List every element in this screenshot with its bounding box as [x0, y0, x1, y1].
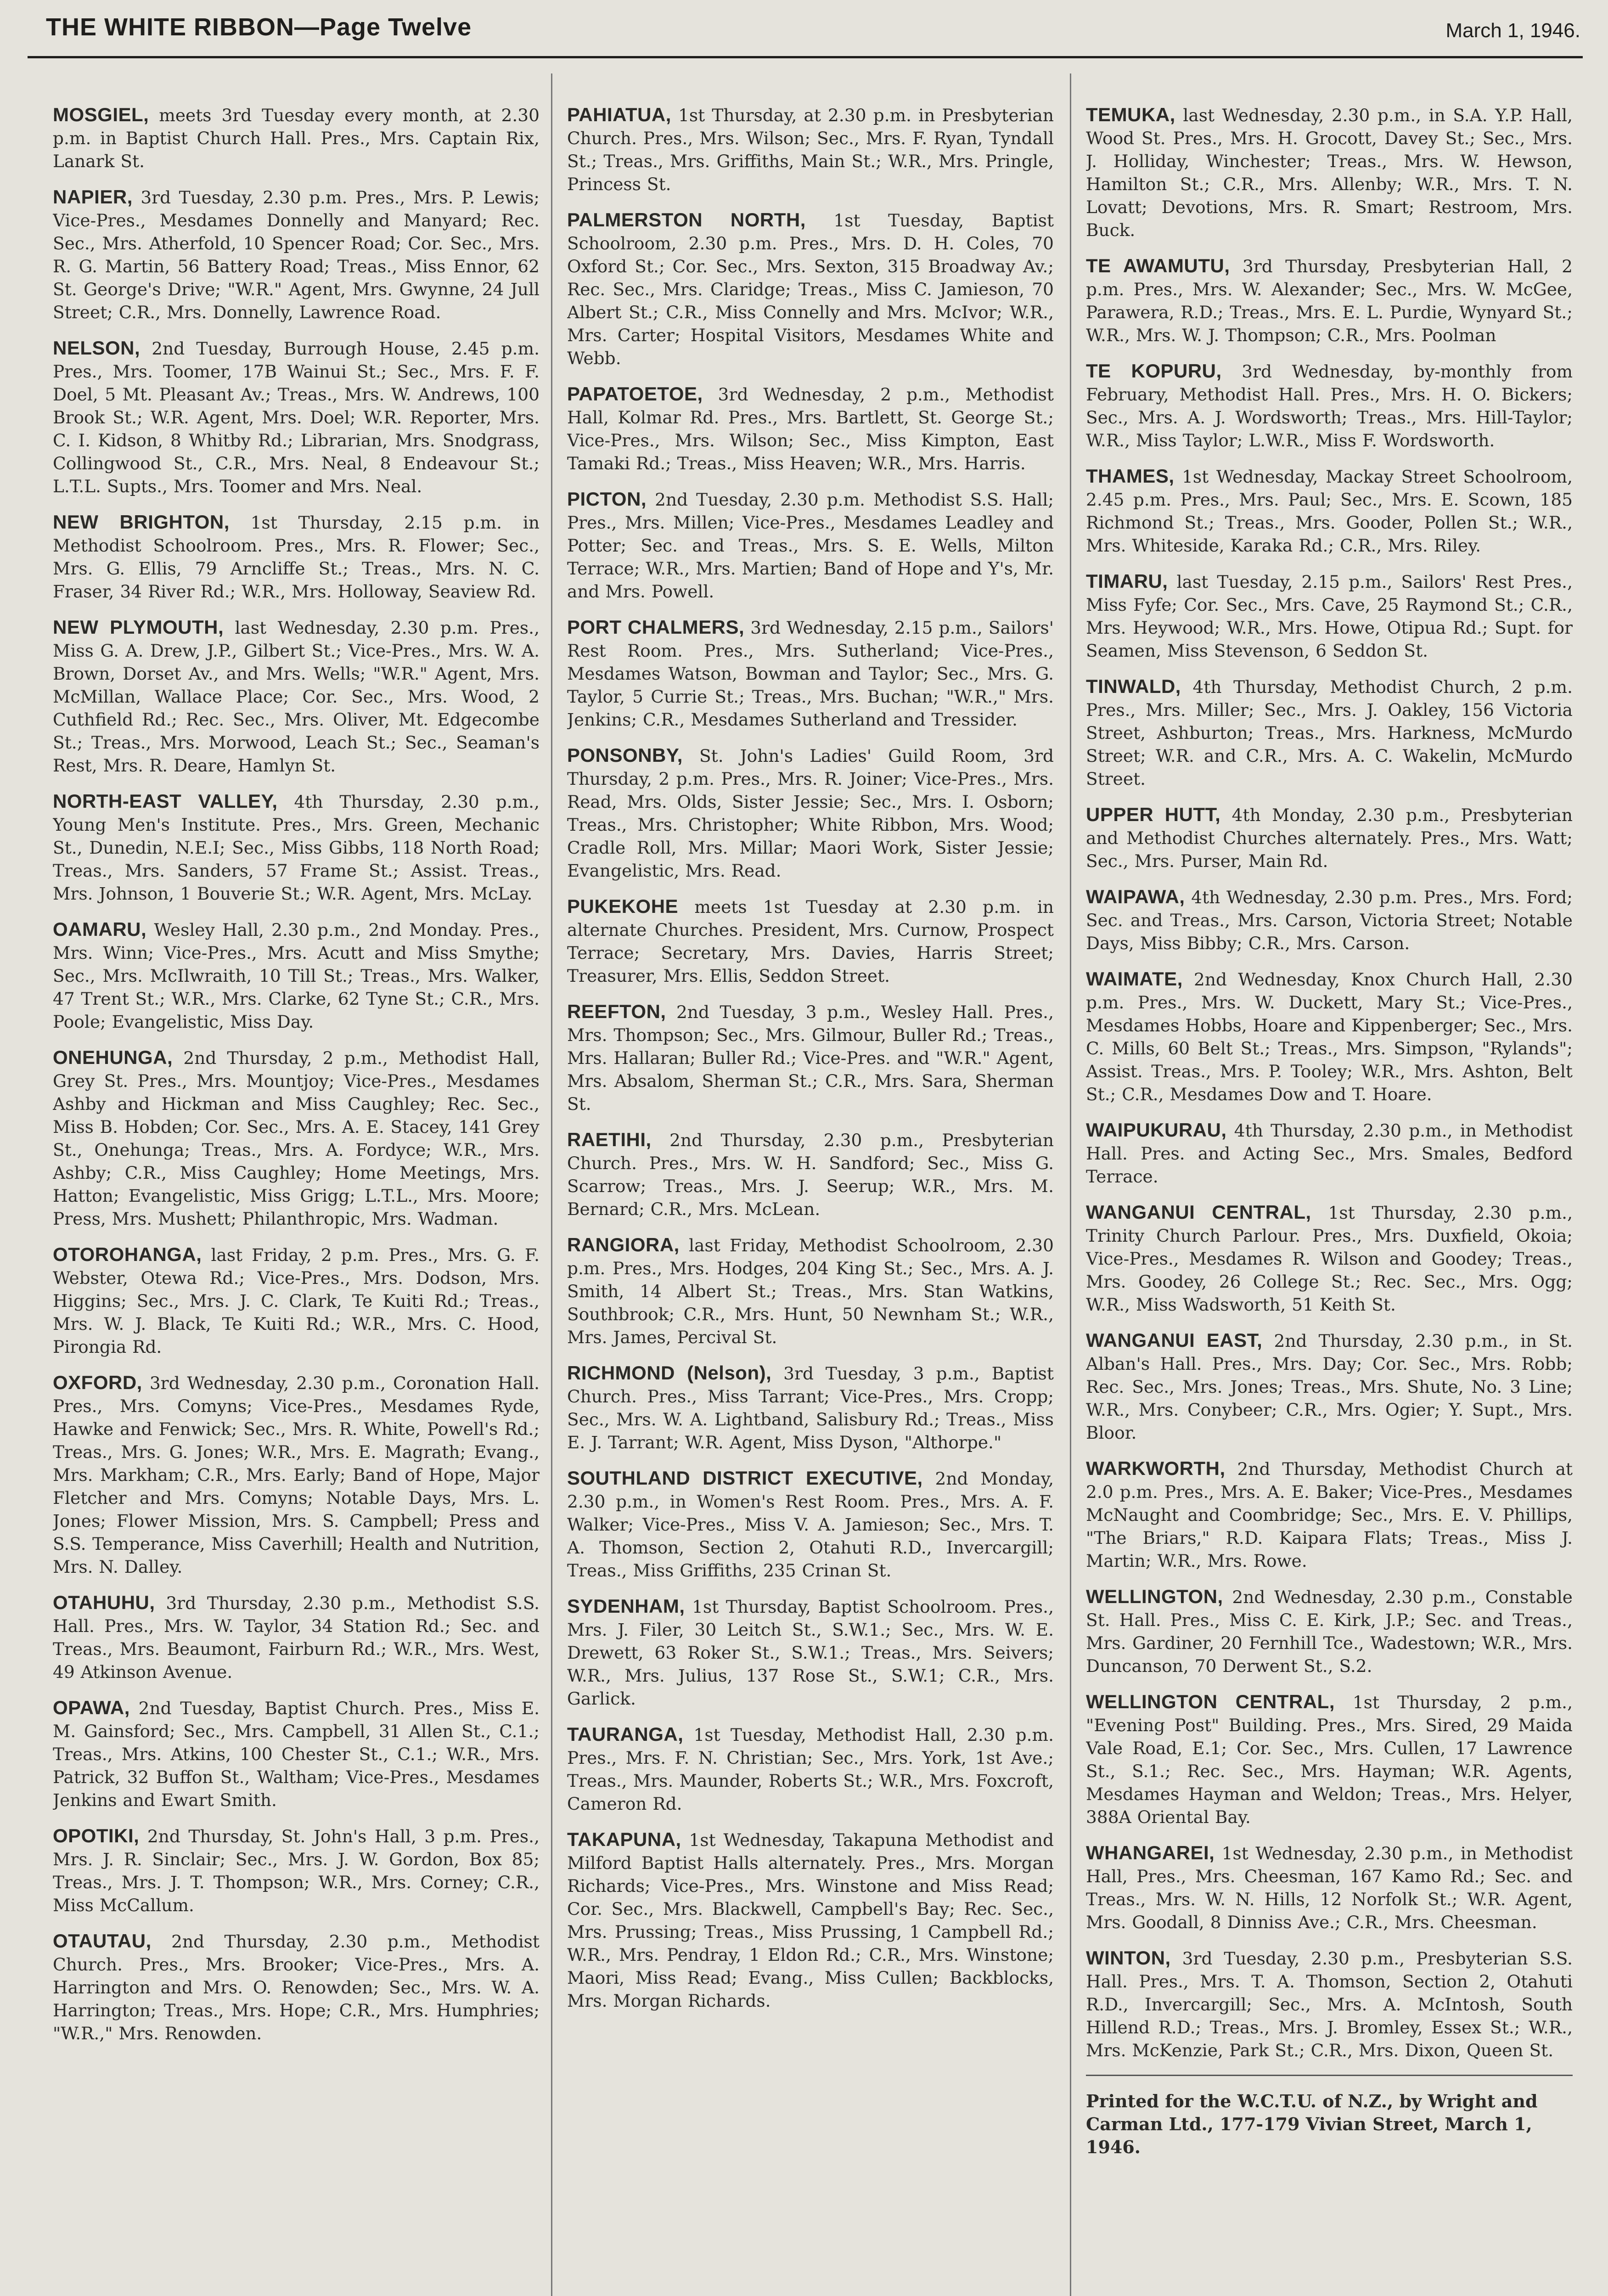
branch-details: 2nd Wednesday, 2.30 p.m., Constable St. Hall. Pres., Miss C. E. Kirk, J.P.; Sec. and Treas., Mrs. Gardiner, 20 Fernhill Tce., Wadestown; W.R., Mrs. Duncanson, 70 Derwent St., S.2. — [1086, 1587, 1573, 1676]
branch-details: St. John's Ladies' Guild Room, 3rd Thursday, 2 p.m. Pres., Mrs. R. Joiner; Vice-Pres., Mrs. Read, Mrs. Olds, Sister Jessie; Sec., Mrs. I. Osborn; Treas., Mrs. Christopher; White Ribbon, Mrs. Wood; Cradle Roll, Mrs. Millar; Maori Work, Sister Jessie; Evangelistic, Mrs. Read. — [567, 746, 1054, 881]
branch-name: SOUTHLAND DISTRICT EXECUTIVE, — [567, 1467, 923, 1489]
branch-name: PICTON, — [567, 488, 647, 510]
branch-entry — [1086, 570, 1573, 662]
branch-entry — [567, 1595, 1054, 1710]
branch-name: WHANGAREI, — [1086, 1842, 1215, 1863]
footer-divider — [1086, 2075, 1573, 2076]
branch-entry — [567, 1128, 1054, 1221]
branch-details: 2nd Thursday, Methodist Church at 2.0 p.m. Pres., Mrs. A. E. Baker; Vice-Pres., Mesdames McNaught and Coombridge; Sec., Mrs. E. V. Phillips, "The Briars," R.D. Kaipara Flats; Treas., Miss J. Martin; W.R., Mrs. Rowe. — [1086, 1459, 1573, 1571]
branch-entry — [567, 383, 1054, 475]
branch-name: NEW BRIGHTON, — [53, 511, 230, 533]
branch-name: OPOTIKI, — [53, 1825, 140, 1846]
branch-details: last Friday, Methodist Schoolroom, 2.30 p.m. Pres., Mrs. Hodges, 204 King St.; Sec., Mrs. A. J. Smith, 14 Albert St.; Treas., Mrs. Stan Watkins, Southbrook; C.R., Mrs. Hunt, 50 Newnham St.; W.R., Mrs. James, Percival St. — [567, 1235, 1054, 1347]
branch-entry — [567, 616, 1054, 731]
branch-name: WAIPUKURAU, — [1086, 1119, 1227, 1141]
branch-entry — [1086, 1329, 1573, 1444]
branch-entry — [567, 1000, 1054, 1115]
branch-entry — [567, 1828, 1054, 2012]
page-title: THE WHITE RIBBON—Page Twelve — [46, 13, 472, 41]
branch-details: 1st Thursday, 2.15 p.m. in Methodist Schoolroom. Pres., Mrs. R. Flower; Sec., Mrs. G. Ellis, 79 Arncliffe St.; Treas., Mrs. N. C. Fraser, 34 River Rd.; W.R., Mrs. Holloway, Seaview Rd. — [53, 512, 540, 602]
branch-details: 2nd Wednesday, Knox Church Hall, 2.30 p.m. Pres., Mrs. W. Duckett, Mary St.; Vice-Pres., Mesdames Hobbs, Hoare and Kippenberger; Sec., Mrs. C. Mills, 60 Belt St.; Treas., Mrs. Simpson, "Rylands"; Assist. Treas., Mrs. P. Tooley; W.R., Mrs. Ashton, Belt St.; C.R., Mesdames Dow and T. Hoare. — [1086, 969, 1573, 1104]
branch-details: 3rd Wednesday, by-monthly from February, Methodist Hall. Pres., Mrs. H. O. Bickers; Sec., Mrs. A. J. Wordsworth; Treas., Mrs. Hill-Taylor; W.R., Miss Taylor; L.W.R., Miss F. Wordsworth. — [1086, 361, 1573, 450]
branch-entry — [567, 1362, 1054, 1454]
branch-name: RICHMOND (Nelson), — [567, 1362, 772, 1384]
branch-name: WAIMATE, — [1086, 968, 1183, 990]
branch-details: 3rd Tuesday, 2.30 p.m. Pres., Mrs. P. Lewis; Vice-Pres., Mesdames Donnelly and Manyard; Rec. Sec., Mrs. Atherfold, 10 Spencer Road; Cor. Sec., Mrs. R. G. Martin, 56 Battery Road; Treas., Miss Ennor, 62 St. George's Drive; "W.R." Agent, Mrs. Gwynne, 24 Jull Street; C.R., Mrs. Donnelly, Lawrence Road. — [53, 187, 540, 322]
branch-entry — [1086, 1947, 1573, 2062]
branch-details: 1st Wednesday, 2.30 p.m., in Methodist Hall, Pres., Mrs. Cheesman, 167 Kamo Rd.; Sec. and Treas., Mrs. W. N. Hills, 12 Norfolk St.; W.R. Agent, Mrs. Goodall, 8 Dinniss Ave.; C.R., Mrs. Cheesman. — [1086, 1843, 1573, 1932]
branch-details: 3rd Thursday, Presbyterian Hall, 2 p.m. Pres., Mrs. W. Alexander; Sec., Mrs. W. McGee, Parawera, R.D.; Treas., Mrs. E. L. Purdie, Wynyard St.; W.R., Mrs. W. J. Thompson; C.R., Mrs. Poolman — [1086, 256, 1573, 345]
branch-entry — [53, 1591, 540, 1683]
branch-entry — [1086, 675, 1573, 790]
branch-entry — [567, 744, 1054, 882]
branch-name: WELLINGTON CENTRAL, — [1086, 1691, 1335, 1712]
branch-name: THAMES, — [1086, 465, 1175, 487]
branch-name: MOSGIEL, — [53, 104, 149, 125]
branch-details: 3rd Thursday, 2.30 p.m., Methodist S.S. Hall. Pres., Mrs. W. Taylor, 34 Station Rd.; Sec. and Treas., Mrs. Beaumont, Fairburn Rd.; W.R., Mrs. West, 49 Atkinson Avenue. — [53, 1593, 540, 1682]
branch-details: 2nd Thursday, 2.30 p.m., Methodist Church. Pres., Mrs. Brooker; Vice-Pres., Mrs. A. Harrington and Mrs. O. Renowden; Sec., Mrs. W. A. Harrington; Treas., Mrs. Hope; C.R., Mrs. Humphries; "W.R.," Mrs. Renowden. — [53, 1931, 540, 2043]
issue-date: March 1, 1946. — [1445, 19, 1580, 42]
branch-details: last Wednesday, 2.30 p.m. Pres., Miss G. A. Drew, J.P., Gilbert St.; Vice-Pres., Mrs. W. A. Brown, Dorset Av., and Mrs. Wells; "W.R." Agent, Mrs. McMillan, Wallace Place; Cor. Sec., Mrs. Wood, 2 Cuthfield Rd.; Rec. Sec., Mrs. Oliver, Mt. Edgecombe St.; Treas., Mrs. Morwood, Leach St.; Sec., Seaman's Rest, Mrs. R. Deare, Hamlyn St. — [53, 618, 540, 776]
branch-details: 2nd Tuesday, Baptist Church. Pres., Miss E. M. Gainsford; Sec., Mrs. Campbell, 31 Allen St., C.1.; Treas., Mrs. Atkins, 100 Chester St., C.1.; W.R., Mrs. Patrick, 32 Buffon St., Waltham; Vice-Pres., Mesdames Jenkins and Ewart Smith. — [53, 1698, 540, 1810]
branch-entry — [1086, 1201, 1573, 1316]
branch-name: NAPIER, — [53, 186, 133, 208]
branch-entry — [1086, 1841, 1573, 1934]
branch-name: OXFORD, — [53, 1372, 142, 1393]
branch-name: NEW PLYMOUTH, — [53, 616, 224, 638]
branch-entry — [567, 1467, 1054, 1582]
branch-entry — [53, 1243, 540, 1358]
branch-entry — [1086, 968, 1573, 1106]
branch-details: 1st Wednesday, Mackay Street Schoolroom, 2.45 p.m. Pres., Mrs. Paul; Sec., Mrs. E. Scown, 185 Richmond St.; Treas., Mrs. Gooder, Pollen St.; W.R., Mrs. Whiteside, Karaka Rd.; C.R., Mrs. Riley. — [1086, 467, 1573, 556]
branch-details: 4th Wednesday, 2.30 p.m. Pres., Mrs. Ford; Sec. and Treas., Mrs. Carson, Victoria Street; Notable Days, Miss Bibby; C.R., Mrs. Carson. — [1086, 887, 1573, 953]
branch-details: 1st Wednesday, Takapuna Methodist and Milford Baptist Halls alternately. Pres., Mrs. Morgan Richards; Vice-Pres., Mrs. Winstone and Miss Read; Cor. Sec., Mrs. Blackwell, Campbell's Bay; Rec. Sec., Mrs. Prussing; Treas., Miss Prussing, 1 Campbell Rd.; W.R., Mrs. Pendray, 1 Eldon Rd.; C.R., Mrs. Winstone; Maori, Miss Read; Evang., Miss Cullen; Backblocks, Mrs. Morgan Richards. — [567, 1830, 1054, 2011]
branch-details: 3rd Tuesday, 2.30 p.m., Presbyterian S.S. Hall. Pres., Mrs. T. A. Thomson, Section 2, Otahuti R.D., Invercargill; Sec., Mrs. A. McIntosh, South Hillend R.D.; Treas., Mrs. J. Bromley, Essex St.; W.R., Mrs. McKenzie, Park St.; C.R., Mrs. Dixon, Queen St. — [1086, 1948, 1573, 2060]
branch-entry — [53, 1930, 540, 2045]
column-divider — [1070, 73, 1071, 2296]
branch-entry — [567, 1233, 1054, 1349]
branch-name: PONSONBY, — [567, 744, 683, 766]
branch-details: meets 1st Tuesday at 2.30 p.m. in alternate Churches. President, Mrs. Curnow, Prospect Terrace; Secretary, Mrs. Davies, Harris Street; Treasurer, Mrs. Ellis, Seddon Street. — [567, 897, 1054, 986]
branch-entry — [567, 208, 1054, 370]
branch-name: RAETIHI, — [567, 1129, 652, 1150]
branch-entry — [567, 1723, 1054, 1815]
branch-details: last Tuesday, 2.15 p.m., Sailors' Rest Pres., Miss Fyfe; Cor. Sec., Mrs. Cave, 25 Raymond St.; C.R., Mrs. Heywood; W.R., Mrs. Howe, Otipua Rd.; Supt. for Seamen, Miss Stevenson, 6 Seddon St. — [1086, 572, 1573, 661]
branch-name: OTOROHANGA, — [53, 1244, 202, 1265]
branch-details: 1st Tuesday, Baptist Schoolroom, 2.30 p.m. Pres., Mrs. D. H. Coles, 70 Oxford St.; Cor. Sec., Mrs. Sexton, 315 Broadway Av.; Rec. Sec., Mrs. Claridge; Treas., Miss C. Jamieson, 70 Albert St.; C.R., Miss Connelly and Mrs. McIvor; W.R., Mrs. Carter; Hospital Visitors, Mesdames White and Webb. — [567, 210, 1054, 368]
branch-name: TAURANGA, — [567, 1723, 684, 1745]
branch-entry — [53, 918, 540, 1033]
branch-entry — [53, 337, 540, 498]
branch-details: 4th Thursday, 2.30 p.m., Young Men's Institute. Pres., Mrs. Green, Mechanic St., Dunedin, N.E.I; Sec., Miss Gibbs, 118 North Road; Treas., Mrs. Sanders, 57 Frame St.; Assist. Treas., Mrs. Johnson, 1 Bouverie St.; W.R. Agent, Mrs. McLay. — [53, 792, 540, 904]
branch-name: PAPATOETOE, — [567, 383, 703, 405]
branch-details: 4th Monday, 2.30 p.m., Presbyterian and Methodist Churches alternately. Pres., Mrs. Watt; Sec., Mrs. Purser, Main Rd. — [1086, 805, 1573, 871]
branch-entry — [1086, 360, 1573, 452]
branch-details: 2nd Thursday, 2.30 p.m., Presbyterian Church. Pres., Mrs. W. H. Sandford; Sec., Miss G. Scarrow; Treas., Mrs. J. Seerup; W.R., Mrs. M. Bernard; C.R., Mrs. McLean. — [567, 1130, 1054, 1219]
branch-details: 1st Thursday, at 2.30 p.m. in Presbyterian Church. Pres., Mrs. Wilson; Sec., Mrs. F. Ryan, Tyndall St.; Treas., Mrs. Griffiths, Main St.; W.R., Mrs. Pringle, Princess St. — [567, 105, 1054, 194]
branch-name: OTAHUHU, — [53, 1592, 155, 1613]
branch-entry — [1086, 1457, 1573, 1572]
branch-entry — [53, 1046, 540, 1230]
branch-name: TINWALD, — [1086, 675, 1181, 697]
branch-name: NORTH-EAST VALLEY, — [53, 790, 278, 812]
branch-name: TAKAPUNA, — [567, 1829, 681, 1850]
branch-details: 3rd Wednesday, 2 p.m., Methodist Hall, Kolmar Rd. Pres., Mrs. Bartlett, St. George St.; Vice-Pres., Mrs. Wilson; Sec., Miss Kimpton, East Tamaki Rd.; Treas., Miss Heaven; W.R., Mrs. Harris. — [567, 384, 1054, 473]
branch-name: WINTON, — [1086, 1947, 1171, 1969]
branch-details: last Wednesday, 2.30 p.m., in S.A. Y.P. Hall, Wood St. Pres., Mrs. H. Grocott, Davey St.; Sec., Mrs. J. Holliday, Winchester; Treas., Mrs. W. Hewson, Hamilton St.; C.R., Mrs. Allenby; W.R., Mrs. T. N. Lovatt; Devotions, Mrs. R. Smart; Restroom, Mrs. Buck. — [1086, 105, 1573, 240]
branch-name: WARKWORTH, — [1086, 1458, 1226, 1479]
branch-name: ONEHUNGA, — [53, 1047, 173, 1068]
branch-details: 1st Thursday, 2 p.m., "Evening Post" Building. Pres., Mrs. Sired, 29 Maida Vale Road, E.1; Cor. Sec., Mrs. Cullen, 17 Lawrence St., S.1.; Rec. Sec., Mrs. Hayman; W.R. Agents, Mesdames Hayman and Weldon; Treas., Mrs. Helyer, 388A Oriental Bay. — [1086, 1692, 1573, 1827]
branch-name: NELSON, — [53, 337, 141, 359]
branch-name: WANGANUI CENTRAL, — [1086, 1201, 1311, 1223]
branch-details: 1st Tuesday, Methodist Hall, 2.30 p.m. Pres., Mrs. F. N. Christian; Sec., Mrs. York, 1st Ave.; Treas., Mrs. Maunder, Roberts St.; W.R., Mrs. Foxcroft, Cameron Rd. — [567, 1725, 1054, 1814]
branch-entry — [53, 1824, 540, 1917]
branch-details: Wesley Hall, 2.30 p.m., 2nd Monday. Pres., Mrs. Winn; Vice-Pres., Mrs. Acutt and Miss Smythe; Sec., Mrs. McIlwraith, 10 Till St.; Treas., Mrs. Walker, 47 Trent St.; W.R., Mrs. Clarke, 62 Tyne St.; C.R., Mrs. Poole; Evangelistic, Miss Day. — [53, 920, 540, 1032]
branch-name: TEMUKA, — [1086, 104, 1175, 125]
branch-name: RANGIORA, — [567, 1234, 680, 1255]
branch-entry — [53, 1696, 540, 1812]
branch-name: SYDENHAM, — [567, 1595, 685, 1617]
branch-details: 3rd Wednesday, 2.15 p.m., Sailors' Rest Room. Pres., Mrs. Sutherland; Vice-Pres., Mesdames Watson, Bowman and Taylor; Sec., Mrs. G. Taylor, 5 Currie St.; Treas., Mrs. Buchan; "W.R.," Mrs. Jenkins; C.R., Mesdames Sutherland and Tressider. — [567, 618, 1054, 730]
branch-details: 1st Thursday, 2.30 p.m., Trinity Church Parlour. Pres., Mrs. Duxfield, Okoia; Vice-Pres., Mesdames R. Wilson and Goodey; Treas., Mrs. Goodey, 26 College St.; Rec. Sec., Mrs. Ogg; W.R., Miss Wadsworth, 51 Keith St. — [1086, 1203, 1573, 1315]
branch-entry — [1086, 885, 1573, 955]
branch-details: 2nd Thursday, 2.30 p.m., in St. Alban's Hall. Pres., Mrs. Day; Cor. Sec., Mrs. Robb; Rec. Sec., Mrs. Jones; Treas., Mrs. Shute, No. 3 Line; W.R., Mrs. Conybeer; C.R., Mrs. Ogier; Y. Supt., Mrs. Bloor. — [1086, 1331, 1573, 1443]
branch-name: WELLINGTON, — [1086, 1586, 1223, 1607]
branch-details: 3rd Wednesday, 2.30 p.m., Coronation Hall. Pres., Mrs. Comyns; Vice-Pres., Mesdames Ryde, Hawke and Fenwick; Sec., Mrs. R. White, Powell's Rd.; Treas., Mrs. G. Jones; W.R., Mrs. E. Magrath; Evang., Mrs. Markham; C.R., Mrs. Early; Band of Hope, Major Fletcher and Mrs. Comyns; Notable Days, Mrs. L. Jones; Flower Mission, Mrs. S. Campbell; Press and S.S. Temperance, Miss Caverhill; Health and Nutrition, Mrs. N. Dalley. — [53, 1373, 540, 1577]
branch-name: TIMARU, — [1086, 570, 1168, 592]
branch-name: OAMARU, — [53, 918, 147, 940]
column-middle — [567, 103, 1054, 2296]
branch-entry — [1086, 1690, 1573, 1829]
branch-details: meets 3rd Tuesday every month, at 2.30 p.m. in Baptist Church Hall. Pres., Mrs. Captain Rix, Lanark St. — [53, 105, 540, 171]
branch-entry — [1086, 1119, 1573, 1188]
branch-name: TE AWAMUTU, — [1086, 255, 1230, 276]
branch-name: PAHIATUA, — [567, 104, 671, 125]
branch-details: 2nd Thursday, St. John's Hall, 3 p.m. Pres., Mrs. J. R. Sinclair; Sec., Mrs. J. W. Gordon, Box 85; Treas., Mrs. J. T. Thompson; W.R., Mrs. Corney; C.R., Miss McCallum. — [53, 1826, 540, 1915]
branch-name: UPPER HUTT, — [1086, 804, 1221, 825]
branch-details: 4th Thursday, 2.30 p.m., in Methodist Hall. Pres. and Acting Sec., Mrs. Smales, Bedford Terrace. — [1086, 1120, 1573, 1187]
branch-name: WAIPAWA, — [1086, 886, 1185, 907]
branch-name: OPAWA, — [53, 1697, 130, 1718]
branch-name: REEFTON, — [567, 1001, 666, 1022]
branch-entry — [1086, 254, 1573, 347]
branch-details: 2nd Monday, 2.30 p.m., in Women's Rest Room. Pres., Mrs. A. F. Walker; Vice-Pres., Miss V. A. Jamieson; Sec., Mrs. T. A. Thomson, Section 2, Otahuti R.D., Invercargill; Treas., Miss Griffiths, 235 Crinan St. — [567, 1469, 1054, 1581]
column-divider — [551, 73, 552, 2296]
branch-details: 2nd Thursday, 2 p.m., Methodist Hall, Grey St. Pres., Mrs. Mountjoy; Vice-Pres., Mesdames Ashby and Hickman and Miss Caughley; Rec. Sec., Miss B. Hobden; Cor. Sec., Mrs. A. E. Stacey, 141 Grey St., Onehunga; Treas., Mrs. A. Fordyce; W.R., Mrs. Ashby; C.R., Miss Caughley; Home Meetings, Mrs. Hatton; Evangelistic, Miss Grigg; L.T.L., Mrs. Moore; Press, Mrs. Mushett; Philanthropic, Mrs. Wadman. — [53, 1048, 540, 1229]
branch-details: last Friday, 2 p.m. Pres., Mrs. G. F. Webster, Otewa Rd.; Vice-Pres., Mrs. Dodson, Mrs. Higgins; Sec., Mrs. J. C. Clark, Te Kuiti Rd.; Treas., Mrs. W. J. Black, Te Kuiti Rd.; W.R., Mrs. C. Hood, Pirongia Rd. — [53, 1245, 540, 1357]
branch-details: 2nd Tuesday, Burrough House, 2.45 p.m. Pres., Mrs. Toomer, 17B Wainui St.; Sec., Mrs. F. F. Doel, 5 Mt. Pleasant Av.; Treas., Mrs. W. Andrews, 100 Brook St.; W.R. Agent, Mrs. Doel; W.R. Reporter, Mrs. C. I. Kidson, 8 Whitby Rd.; Librarian, Mrs. Snodgrass, Collingwood St., C.R., Mrs. Neal, 8 Endeavour St.; L.T.L. Supts., Mrs. Toomer and Mrs. Neal. — [53, 338, 540, 496]
branch-entry — [53, 103, 540, 173]
branch-entry — [1086, 465, 1573, 557]
branch-entry — [1086, 803, 1573, 872]
branch-entry — [53, 186, 540, 324]
branch-details: 2nd Tuesday, 3 p.m., Wesley Hall. Pres., Mrs. Thompson; Sec., Mrs. Gilmour, Buller Rd.; Treas., Mrs. Hallaran; Buller Rd.; Vice-Pres. and "W.R." Agent, Mrs. Absalom, Sherman St.; C.R., Mrs. Sara, Sherman St. — [567, 1002, 1054, 1114]
branch-details: 2nd Tuesday, 2.30 p.m. Methodist S.S. Hall; Pres., Mrs. Millen; Vice-Pres., Mesdames Leadley and Potter; Sec. and Treas., Mrs. S. E. Wells, Milton Terrace; W.R., Mrs. Martien; Band of Hope and Y's, Mr. and Mrs. Powell. — [567, 490, 1054, 602]
branch-details: 4th Thursday, Methodist Church, 2 p.m. Pres., Mrs. Miller; Sec., Mrs. J. Oakley, 156 Victoria Street, Ashburton; Treas., Mrs. Harkness, McMurdo Street; W.R. and C.R., Mrs. A. C. Wakelin, McMurdo Street. — [1086, 677, 1573, 789]
branch-name: OTAUTAU, — [53, 1930, 152, 1952]
branch-details: 3rd Tuesday, 3 p.m., Baptist Church. Pres., Miss Tarrant; Vice-Pres., Mrs. Cropp; Sec., Mrs. W. A. Lightband, Salisbury Rd.; Treas., Miss E. J. Tarrant; W.R. Agent, Miss Dyson, "Althorpe." — [567, 1363, 1054, 1452]
branch-entry — [53, 511, 540, 603]
branch-name: TE KOPURU, — [1086, 360, 1222, 382]
branch-name: PALMERSTON NORTH, — [567, 209, 806, 231]
branch-entry — [567, 103, 1054, 196]
branch-entry — [1086, 1585, 1573, 1677]
branch-name: PORT CHALMERS, — [567, 616, 745, 638]
branch-name: WANGANUI EAST, — [1086, 1329, 1263, 1351]
branch-details: 1st Thursday, Baptist Schoolroom. Pres., Mrs. J. Filer, 30 Leitch St., S.W.1.; Sec., Mrs. W. E. Drewett, 63 Roker St., S.W.1.; Treas., Mrs. Seivers; W.R., Mrs. Julius, 137 Rose St., S.W.1; C.R., Mrs. Garlick. — [567, 1597, 1054, 1709]
column-left — [53, 103, 540, 2296]
branch-name: PUKEKOHE — [567, 895, 679, 917]
branch-entry — [53, 616, 540, 777]
column-right — [1086, 103, 1573, 2296]
printer-imprint: Printed for the W.C.T.U. of N.Z., by Wright and Carman Ltd., 177-179 Vivian Street, March 1, 1946. — [1086, 2091, 1538, 2157]
branch-entry — [567, 488, 1054, 603]
branch-entry — [53, 790, 540, 905]
branch-entry — [567, 895, 1054, 987]
branch-entry — [53, 1371, 540, 1578]
branch-entry — [1086, 103, 1573, 242]
header-divider — [28, 56, 1583, 58]
